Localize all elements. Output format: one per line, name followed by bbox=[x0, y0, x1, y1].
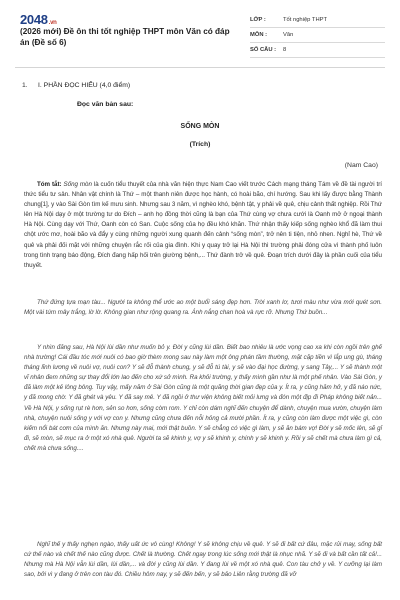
meta-key: MÔN : bbox=[250, 32, 268, 38]
meta-value: Văn bbox=[283, 32, 294, 38]
excerpt-paragraph: Nghĩ thế y thấy nghẹn ngào, thấy uất ức vô cùng! Không! Y sẽ không chịu về quê. Y sẽ đi bất cứ đâu, mặc rủi may, sống bất cứ thế nào và chết thế nào cũng được. Chết là thường. Chết ngay trong lúc sống mới thật là nhục nhã. Y sẽ đi và bất cần tất cả!... Nhưng mà Hà Nội vẫn lùi dần, lùi dần,... và đời y cũng lùi dần. Y đang lùi về một xó nhà quê. Con tàu chở y về. Y cưỡng lại làm sao, bởi vì y đang ở trên con tàu đó. Chiều hôm nay, y sẽ đến bến, y sẽ bảo Liên rằng trường đã vỡ bbox=[24, 541, 382, 579]
work-subtitle: (Trích) bbox=[189, 141, 211, 148]
meta-row-question-count bbox=[250, 43, 385, 58]
excerpt-paragraph: Y nhìn đăng sau, Hà Nội lùi dần như muốn bỏ y. Đời y cũng lùi dần. Biết bao nhiêu là ước vọng cao xa khi còn ngồi trên ghế nhà trường! Cái đầu tóc mới nuôi có bao giờ thèm mong sau này làm một ông phán tầm thường, mặt cặp tiền vì lắp ung gù, tháng tháng lĩnh lương về nuôi vợ, nuôi con? Y sẽ đỗ thành chung, y sẽ đỗ tú tài, y sẽ vào đại học đường, y sang Tây,... Y sẽ thành một vĩ nhân đem những sự thay đổi lớn lao đến cho xứ sở mình. Ra khỏi trường, y thấy mình gần như là một phế nhân. Vào Sài Gòn, y đã làm một kẻ lông bông. Tuy vậy, mấy năm ở Sài Gòn cũng là một quãng thời gian đẹp của y. Ít ra, y cũng hăm hở, y đã náo nức, y đã mong chờ. Y đã ghét và yêu. Y đã say mê. Y đã ngồi ở thư viện không biết mỏi lưng và đón một địp đi Pháp không biết nản... Về Hà Nội, y sống rụt rè hơn, sẻn so hơn, sống còm rom. Y chỉ còn dám nghĩ đến chuyện để dành, chuyện mua vườn, chuyện làm nhà, chuyện nuôi sống y với vợ con y. Nhưng cũng chưa đến nỗi hỏng cả mười phần. Ít ra, y cũng còn làm được một việc gì, còn kiếm nổi bát cơm của mình ăn. Nhưng này mai, mới thật buồn. Y sẽ chẳng có việc gì làm, y sẽ ăn bám vợ! Đời y sẽ mốc lên, sẽ gỉ đi, sẽ mòn, sẽ mục ra ở một xó nhà quê. Người ta sẽ khinh y, vợ y sẽ khinh y, chính y sẽ khinh y. Rồi y sẽ chết mà chưa làm gì cả, chết mà chưa sống.... bbox=[24, 344, 382, 452]
section-title: I. PHẦN ĐỌC HIỂU (4,0 điểm) bbox=[38, 82, 131, 89]
meta-row-subject bbox=[250, 28, 385, 43]
summary-label: Tóm tắt: bbox=[37, 181, 62, 188]
meta-value: 8 bbox=[283, 47, 287, 53]
document-title: (2026 mới) Đề ôn thi tốt nghiệp THPT môn Văn có đáp án (Đề số 6) bbox=[20, 27, 230, 47]
meta-table bbox=[250, 13, 385, 58]
section-number: 1. bbox=[22, 82, 28, 89]
author-name: (Nam Cao) bbox=[344, 162, 378, 169]
page-header bbox=[0, 0, 400, 62]
site-logo[interactable] bbox=[20, 12, 57, 27]
summary-text: là cuốn tiểu thuyết của nhà văn hiện thực Nam Cao viết trước Cách mạng tháng Tám về đề tài người trí thức tiểu tư sản. Nhân vật chính là Thứ – một thanh niên được học hành, có hoài bão, chí hướng. Sau khi lấy được bằng Thành chung[1], y vào Sài Gòn tìm kế mưu sinh. Nhưng sau 3 năm, vì nghèo khó, bệnh tật, y phải về quê, chịu cảnh thất nghiệp. Rồi Thứ lên Hà Nội dạy ở một trường tư do Đích – anh họ đồng thời cũng là bạn của Thứ cùng vợ chưa cưới là Oanh mở ở ngoại thành Hà Nội. Cùng dạy với Thứ, Oanh còn có San. Cuộc sống của họ đều khó khăn. Thứ nhận thấy kiếp sống nghèo khổ đã làm thui chột ước mơ, hoài bão và đẩy y cùng những người xung quanh đến cảnh “sống mòn”, trở nên ti tiện, nhỏ nhen. Nghỉ hè, Thứ về quê và phải đối mặt với những chuyện rắc rối của gia đình. Khi y quay trở lại Hà Nội thì trường phải đóng cửa vì thành phố luôn trong tình trạng báo động, Đích đang hấp hối trên giường bệnh,... Thứ đành trở về quê. Đoạn trích dưới đây là phần cuối của tiểu thuyết. bbox=[24, 181, 382, 269]
logo-text: 2048 bbox=[20, 12, 48, 27]
meta-row-class bbox=[250, 13, 385, 28]
meta-key: LỚP : bbox=[250, 17, 266, 23]
header-divider bbox=[15, 67, 385, 68]
excerpt-paragraph: Thứ đứng tựa mạn tàu... Người ta không thể ước ao một buổi sáng đẹp hơn. Trời xanh lơ, tươi màu như vừa mới quét sơn. Một vài túm mây trắng, lờ lờ. Không gian như rộng quang ra. Ánh nắng chan hoà và rực rỡ. Nhưng Thứ buồn... bbox=[24, 299, 382, 317]
meta-key: SỐ CÂU : bbox=[250, 47, 277, 53]
work-title: SỐNG MÒN bbox=[180, 123, 220, 130]
work-name: Sống mòn bbox=[63, 181, 92, 188]
meta-value: Tốt nghiệp THPT bbox=[283, 17, 328, 23]
logo-suffix: .vn bbox=[48, 20, 57, 26]
summary-paragraph bbox=[24, 180, 382, 271]
reading-instruction: Đọc văn bản sau: bbox=[77, 101, 134, 108]
